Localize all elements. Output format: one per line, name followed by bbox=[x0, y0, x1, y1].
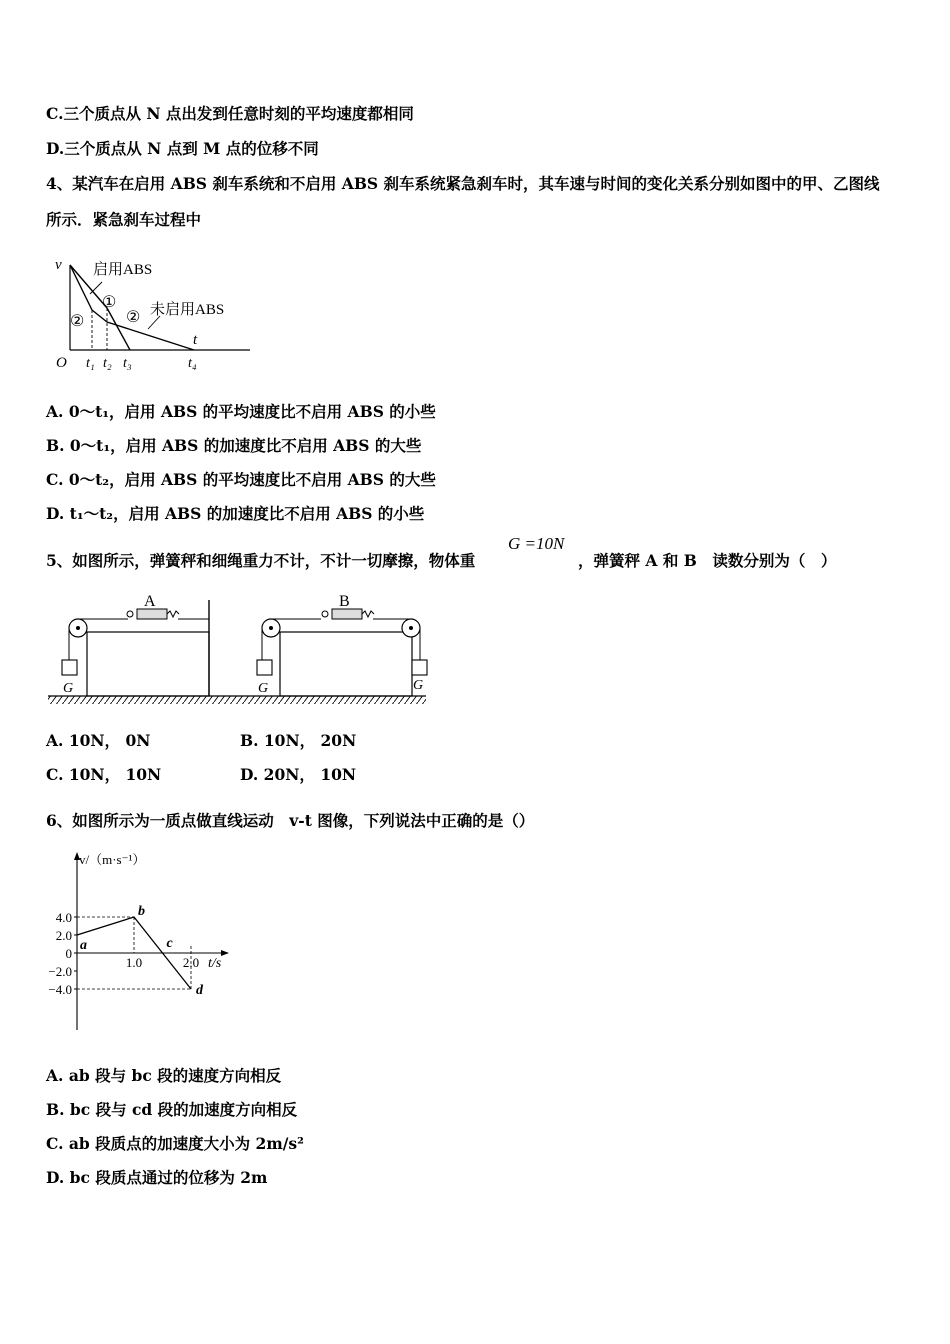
v-axis-label: v bbox=[55, 257, 62, 273]
weight-label-mid: G bbox=[258, 681, 269, 696]
region-label-2a: ② bbox=[70, 313, 85, 330]
q5-option-b: B. 10N， 20N bbox=[240, 731, 357, 750]
x-tick-label: 2.0 bbox=[182, 955, 200, 970]
y-tick-label: −4.0 bbox=[48, 982, 72, 997]
y-tick-label: 4.0 bbox=[55, 910, 72, 925]
vt-chart bbox=[40, 848, 240, 1038]
question-6-stem: 6、如图所示为一质点做直线运动 v-t 图像，下列说法中正确的是（） bbox=[46, 811, 535, 830]
weight-label-left: G bbox=[63, 681, 74, 696]
q6-option-c: C. ab 段质点的加速度大小为 2m/s² bbox=[46, 1134, 304, 1153]
x-axis-arrow bbox=[221, 950, 229, 956]
question-5-stem-cont: ，弹簧秤 A 和 B 读数分别为（ ） bbox=[578, 551, 837, 570]
point-label-d: d bbox=[196, 983, 203, 998]
tick-t2: t₂ bbox=[103, 356, 112, 371]
question-4-stem-cont: 所示．紧急刹车过程中 bbox=[46, 210, 202, 229]
spring-scale-figure bbox=[46, 590, 436, 710]
q5-option-c: C. 10N， 10N bbox=[46, 765, 162, 784]
origin-label: O bbox=[56, 355, 67, 371]
region-label-1: ① bbox=[102, 294, 117, 311]
region-label-2b: ② bbox=[126, 309, 141, 326]
scale-a-label: A bbox=[144, 593, 156, 610]
abs-vt-figure bbox=[50, 250, 250, 375]
q6-option-d: D. bc 段质点通过的位移为 2m bbox=[46, 1168, 268, 1187]
question-4-stem: 4、某汽车在启用 ABS 刹车系统和不启用 ABS 刹车系统紧急刹车时，其车速与时间的变化关系分别如图中的甲、乙图线 bbox=[46, 174, 880, 193]
tick-t1: t₁ bbox=[86, 356, 95, 371]
x-axis-label: t/s bbox=[208, 956, 222, 971]
weight-formula: G =10N bbox=[508, 534, 565, 553]
q4-option-b: B. 0～t₁，启用 ABS 的加速度比不启用 ABS 的大些 bbox=[46, 436, 422, 455]
t-axis-label: t bbox=[193, 332, 198, 348]
tick-t3: t₃ bbox=[123, 356, 132, 371]
tick-t4: t₄ bbox=[188, 356, 197, 371]
point-label-a: a bbox=[80, 938, 87, 953]
q4-option-d: D. t₁～t₂，启用 ABS 的加速度比不启用 ABS 的小些 bbox=[46, 504, 425, 523]
y-axis-label: v/（m·s⁻¹） bbox=[79, 852, 146, 867]
q5-option-d: D. 20N， 10N bbox=[240, 765, 357, 784]
label-abs-off: 未启用ABS bbox=[150, 302, 225, 318]
label-abs-on: 启用ABS bbox=[93, 262, 153, 278]
q4-option-c: C. 0～t₂，启用 ABS 的平均速度比不启用 ABS 的大些 bbox=[46, 470, 436, 489]
q4-option-a: A. 0～t₁，启用 ABS 的平均速度比不启用 ABS 的小些 bbox=[46, 402, 436, 421]
weight-label-right: G bbox=[413, 678, 424, 693]
option-c-prev: C.三个质点从 N 点出发到任意时刻的平均速度都相同 bbox=[46, 104, 414, 123]
scale-b-label: B bbox=[339, 593, 350, 610]
point-label-c: c bbox=[166, 936, 173, 951]
x-tick-label: 1.0 bbox=[125, 955, 143, 970]
q5-option-a: A. 10N， 0N bbox=[46, 731, 151, 750]
y-tick-label: −2.0 bbox=[48, 964, 72, 979]
question-5-stem: 5、如图所示，弹簧秤和细绳重力不计，不计一切摩擦，物体重 bbox=[46, 551, 476, 570]
point-label-b: b bbox=[138, 904, 145, 919]
option-d-prev: D.三个质点从 N 点到 M 点的位移不同 bbox=[46, 139, 319, 158]
q6-option-a: A. ab 段与 bc 段的速度方向相反 bbox=[46, 1066, 282, 1085]
q6-option-b: B. bc 段与 cd 段的加速度方向相反 bbox=[46, 1100, 298, 1119]
y-tick-label: 2.0 bbox=[55, 928, 72, 943]
y-tick-label: 0 bbox=[65, 946, 72, 961]
